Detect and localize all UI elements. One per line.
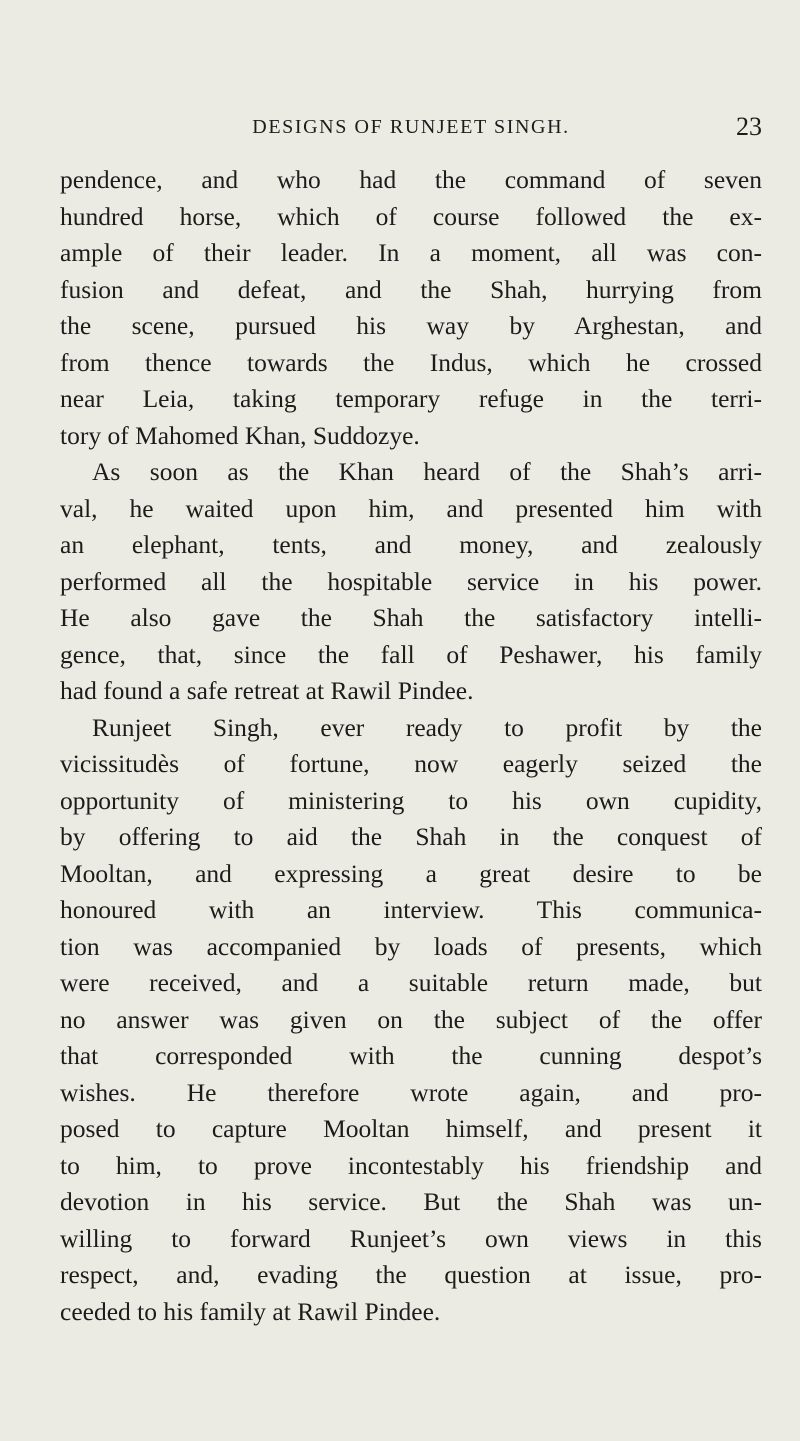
text-line: near Leia, taking temporary refuge in the terri- xyxy=(60,384,762,413)
text-line: tion was accompanied by loads of presents, which xyxy=(60,931,762,961)
text-line: by offering to aid the Shah in the conquest of xyxy=(60,822,762,851)
text-line: val, he waited upon him, and presented him with xyxy=(60,493,762,523)
text-line: to him, to prove incontestably his friendship and xyxy=(60,1150,762,1180)
text-line: fusion and defeat, and the Shah, hurrying from xyxy=(60,274,762,304)
text-line: As soon as the Khan heard of the Shah’s arri- xyxy=(92,457,762,486)
page-number: 23 xyxy=(736,112,762,141)
text-line: performed all the hospitable service in his power. xyxy=(60,566,762,596)
body-text xyxy=(60,162,762,1330)
text-line: Mooltan, and expressing a great desire to be xyxy=(60,858,762,888)
text-line: vicissitudès of fortune, now eagerly seized the xyxy=(60,749,762,778)
text-line: wishes. He therefore wrote again, and pro- xyxy=(60,1077,762,1107)
text-line: an elephant, tents, and money, and zealously xyxy=(60,530,762,559)
text-line: the scene, pursued his way by Arghestan, and xyxy=(60,311,762,340)
text-line: ample of their leader. In a moment, all was con- xyxy=(60,238,762,267)
text-line: pendence, and who had the command of seven xyxy=(60,165,762,194)
text-line: ceeded to his family at Rawil Pindee. xyxy=(60,1296,441,1326)
text-line: respect, and, evading the question at issue, pro- xyxy=(60,1260,762,1289)
text-line: willing to forward Runjeet’s own views in this xyxy=(60,1223,762,1253)
text-line: honoured with an interview. This communica- xyxy=(60,895,762,924)
text-line: posed to capture Mooltan himself, and present it xyxy=(60,1114,762,1143)
text-line: no answer was given on the subject of the offer xyxy=(60,1004,762,1034)
text-line: opportunity of ministering to his own cupidity, xyxy=(60,785,762,815)
text-line: that corresponded with the cunning despot’s xyxy=(60,1041,762,1070)
text-line: He also gave the Shah the satisfactory intelli- xyxy=(60,603,762,632)
text-line: hundred horse, which of course followed the ex- xyxy=(60,201,762,231)
text-line: tory of Mahomed Khan, Suddozye. xyxy=(60,420,420,450)
running-head xyxy=(60,114,762,144)
running-title: DESIGNS OF RUNJEET SINGH. xyxy=(252,116,570,138)
text-line: were received, and a suitable return made, but xyxy=(60,968,762,997)
text-line: gence, that, since the fall of Peshawer, his family xyxy=(60,639,762,669)
text-line: devotion in his service. But the Shah was un- xyxy=(60,1187,762,1216)
text-line: had found a safe retreat at Rawil Pindee. xyxy=(60,676,474,705)
text-line: from thence towards the Indus, which he crossed xyxy=(60,347,762,377)
text-line: Runjeet Singh, ever ready to profit by the xyxy=(92,712,762,742)
